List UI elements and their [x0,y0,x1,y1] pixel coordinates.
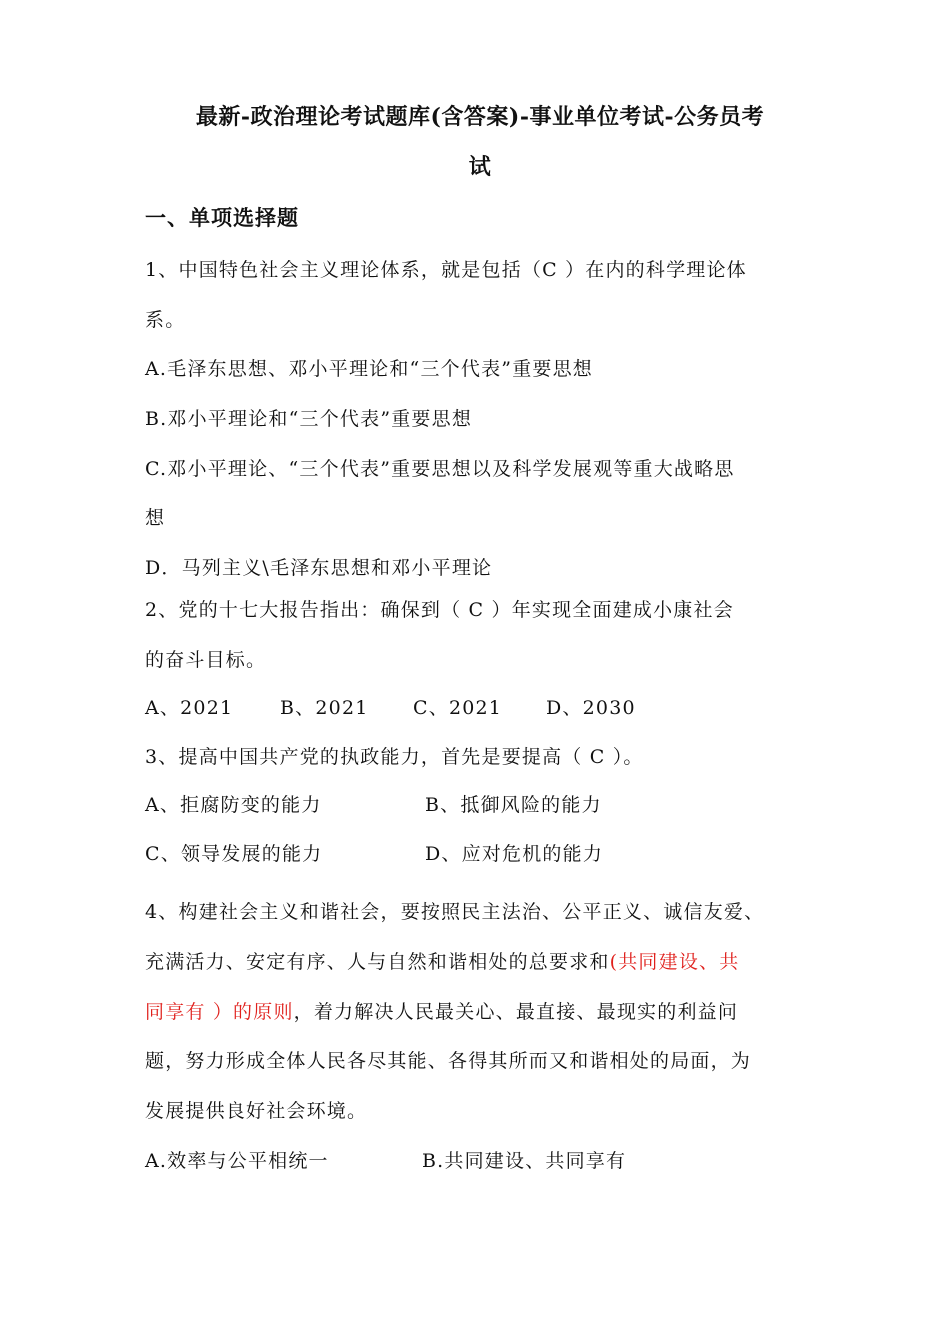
q4-option-a: A.效率与公平相统一 [145,1150,329,1172]
q4-stem-line1: 4、构建社会主义和谐社会，要按照民主法治、公平正义、诚信友爱、 [145,901,765,923]
document-title-line2: 试 [468,154,492,180]
q3-option-a: A、拒腐防变的能力 [145,794,322,816]
q1-option-b: B.邓小平理论和“三个代表”重要思想 [145,408,473,430]
q4-stem-line3 [145,997,738,1024]
q2-stem-line2: 的奋斗目标。 [145,649,267,671]
q2-option-d: D、2030 [546,697,636,719]
q1-option-c-line2: 想 [145,507,166,529]
q1-stem-line2: 系。 [145,309,186,331]
q3-option-d: D、应对危机的能力 [425,843,604,865]
q4-stem-line2 [145,947,739,974]
section-heading: 一、单项选择题 [145,205,299,230]
q3-stem: 3、提高中国共产党的执政能力，首先是要提高（ C ）。 [145,746,644,768]
q4-option-b: B.共同建设、共同享有 [422,1150,627,1172]
q4-stem-line5: 发展提供良好社会环境。 [145,1100,368,1122]
q4-stem-line2-text: 充满活力、安定有序、人与自然和谐相处的总要求和 [145,951,610,973]
q2-stem-line1: 2、党的十七大报告指出：确保到（ C ）年实现全面建成小康社会 [145,599,734,621]
q4-stem-line4: 题，努力形成全体人民各尽其能、各得其所而又和谐相处的局面，为 [145,1050,752,1072]
q3-option-b: B、抵御风险的能力 [425,794,602,816]
q1-option-d: D．马列主义\毛泽东思想和邓小平理论 [145,557,493,579]
q2-option-a: A、2021 [145,697,234,719]
q1-stem-line1: 1、中国特色社会主义理论体系，就是包括（C ）在内的科学理论体 [145,259,747,281]
document-title-line1: 最新-政治理论考试题库(含答案)-事业单位考试-公务员考 [195,104,765,130]
q3-option-c: C、领导发展的能力 [145,843,323,865]
q1-option-a: A.毛泽东思想、邓小平理论和“三个代表”重要思想 [145,358,593,380]
q2-option-c: C、2021 [413,697,503,719]
q2-option-b: B、2021 [280,697,369,719]
q4-stem-line3-text: ，着力解决人民最关心、最直接、最现实的利益问 [293,1001,739,1023]
q4-answer-highlight-part2: 同享有 ）的原则 [145,1001,294,1023]
q4-answer-highlight-part1: (共同建设、共 [609,951,740,973]
q1-option-c-line1: C.邓小平理论、“三个代表”重要思想以及科学发展观等重大战略思 [145,458,735,480]
